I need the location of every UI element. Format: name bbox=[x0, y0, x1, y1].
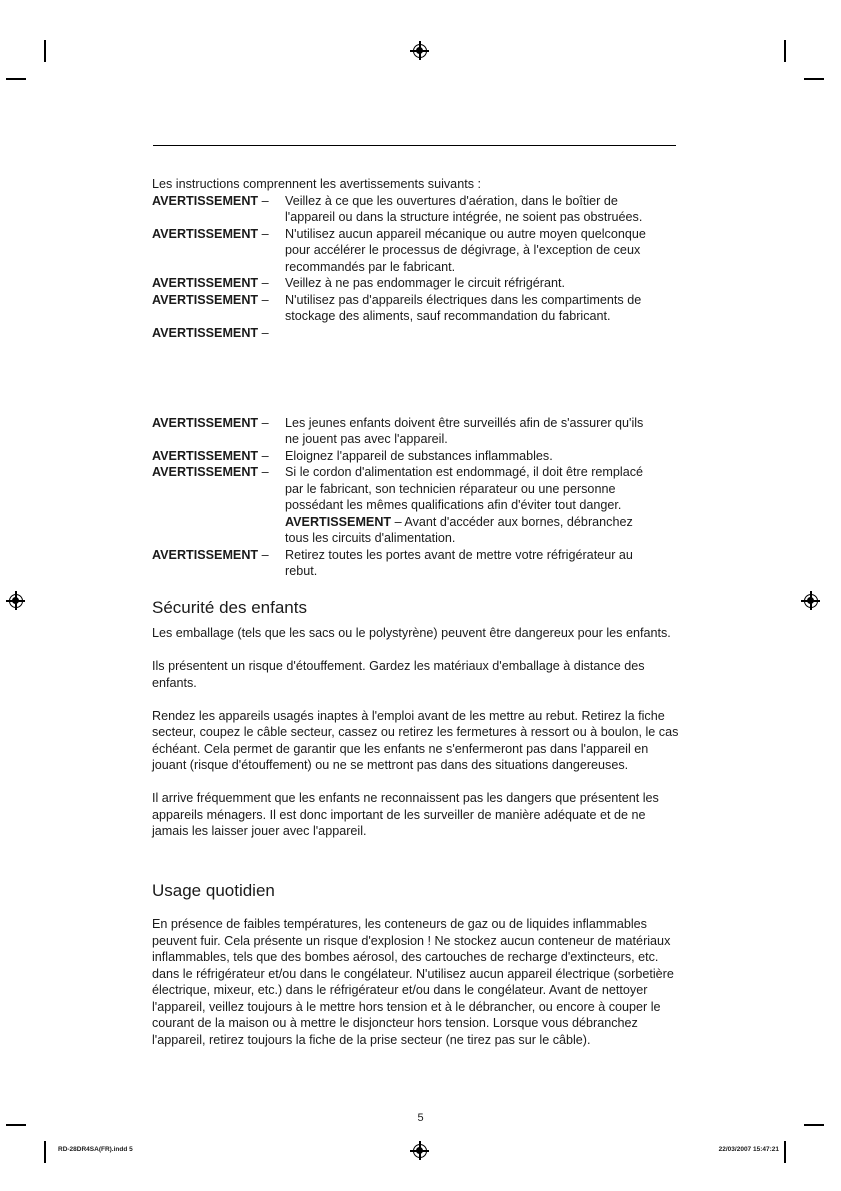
paragraph: Il arrive fréquemment que les enfants ne reconnaissent pas les dangers que présentent les appareils ménagers. Il est donc important de les surveiller de manière adéquate et de ne jamais les laisser jouer avec l'appareil. bbox=[152, 791, 659, 838]
warning-item: AVERTISSEMENT – Eloignez l'appareil de substances inflammables. bbox=[152, 448, 553, 463]
paragraph: Les emballage (tels que les sacs ou le polystyrène) peuvent être dangereux pour les enfants. bbox=[152, 626, 671, 640]
warning-item: AVERTISSEMENT – Veillez à ce que les ouvertures d'aération, dans le boîtier de l'appareil ou dans la structure intégrée, ne soient pas obstruées. bbox=[152, 193, 643, 224]
warning-item: AVERTISSEMENT – Retirez toutes les portes avant de mettre votre réfrigérateur au rebut. bbox=[152, 547, 633, 578]
paragraph: Ils présentent un risque d'étouffement. Gardez les matériaux d'emballage à distance des enfants. bbox=[152, 659, 645, 690]
crop-mark bbox=[804, 78, 824, 80]
slug-left: RD-28DR4SA(FR).indd 5 bbox=[58, 1146, 133, 1153]
warning-item: AVERTISSEMENT – Veillez à ne pas endommager le circuit réfrigérant. bbox=[152, 276, 566, 290]
warnings-block bbox=[152, 176, 682, 580]
section-title: Sécurité des enfants bbox=[152, 598, 307, 617]
crop-mark bbox=[784, 1141, 786, 1163]
crop-mark bbox=[44, 1141, 46, 1163]
warning-item-empty: AVERTISSEMENT – bbox=[152, 325, 269, 340]
warning-item: AVERTISSEMENT – N'utilisez pas d'appareils électriques dans les compartiments de stockage des aliments, sauf recommandation du fabricant. bbox=[152, 292, 642, 323]
section-daily-use bbox=[152, 881, 682, 1065]
registration-mark-icon bbox=[804, 594, 818, 608]
paragraph: Rendez les appareils usagés inaptes à l'emploi avant de les mettre au rebut. Retirez la fiche secteur, coupez le câble secteur, cassez ou retirez les fermetures à ressort ou à boulon, le cas échéant. Cela permet de garantir que les enfants ne s'enfermeront pas dans l'appareil en jouant (risque d'étouffement) ou ne se mettront pas dans des situations dangereuses. bbox=[152, 708, 679, 772]
warning-item: AVERTISSEMENT – N'utilisez aucun appareil mécanique ou autre moyen quelconque pour accélérer le processus de dégivrage, à l'exception de ceux recommandés par le fabricant. bbox=[152, 226, 646, 274]
registration-mark-icon bbox=[413, 44, 427, 58]
crop-mark bbox=[784, 40, 786, 62]
crop-mark bbox=[6, 78, 26, 80]
page-number: 5 bbox=[417, 1112, 424, 1124]
crop-mark bbox=[44, 40, 46, 62]
warning-item: AVERTISSEMENT – Si le cordon d'alimentation est endommagé, il doit être remplacé par le fabricant, son technicien réparateur ou une personne possédant les mêmes qualifications afin d'éviter tout danger. AVERTISSEMENT – Avant d'accéder aux bornes, débranchez tous les circuits d'alimentation. bbox=[152, 464, 682, 547]
header-rule bbox=[153, 145, 676, 146]
crop-mark bbox=[804, 1124, 824, 1126]
registration-mark-icon bbox=[9, 594, 23, 608]
nested-warning: AVERTISSEMENT – Avant d'accéder aux bornes, débranchez bbox=[285, 514, 633, 529]
section-title: Usage quotidien bbox=[152, 881, 275, 900]
registration-mark-icon bbox=[413, 1144, 427, 1158]
crop-mark bbox=[6, 1124, 26, 1126]
intro-text: Les instructions comprennent les avertissements suivants : bbox=[152, 177, 481, 191]
paragraph: En présence de faibles températures, les conteneurs de gaz ou de liquides inflammables peuvent fuir. Cela présente un risque d'explosion ! Ne stockez aucun conteneur de matériaux inflammables, tels que des bombes aérosol, des cartouches de recharge d'extincteurs, etc. dans le réfrigérateur et/ou dans le congélateur. N'utilisez aucun appareil électrique (sorbetière électrique, mixeur, etc.) dans le réfrigérateur et/ou dans le congélateur. Avant de nettoyer l'appareil, veillez toujours à le mettre hors tension et à le débrancher, ou encore à couper le courant de la maison ou à mettre le disjoncteur hors tension. Lorsque vous débranchez l'appareil, retirez toujours la fiche de la prise secteur (ne tirez pas sur le câble). bbox=[152, 917, 674, 1047]
section-child-safety bbox=[152, 598, 682, 856]
warning-item: AVERTISSEMENT – Les jeunes enfants doivent être surveillés afin de s'assurer qu'ils ne jouent pas avec l'appareil. bbox=[152, 415, 644, 446]
slug-right: 22/03/2007 15:47:21 bbox=[718, 1146, 779, 1153]
